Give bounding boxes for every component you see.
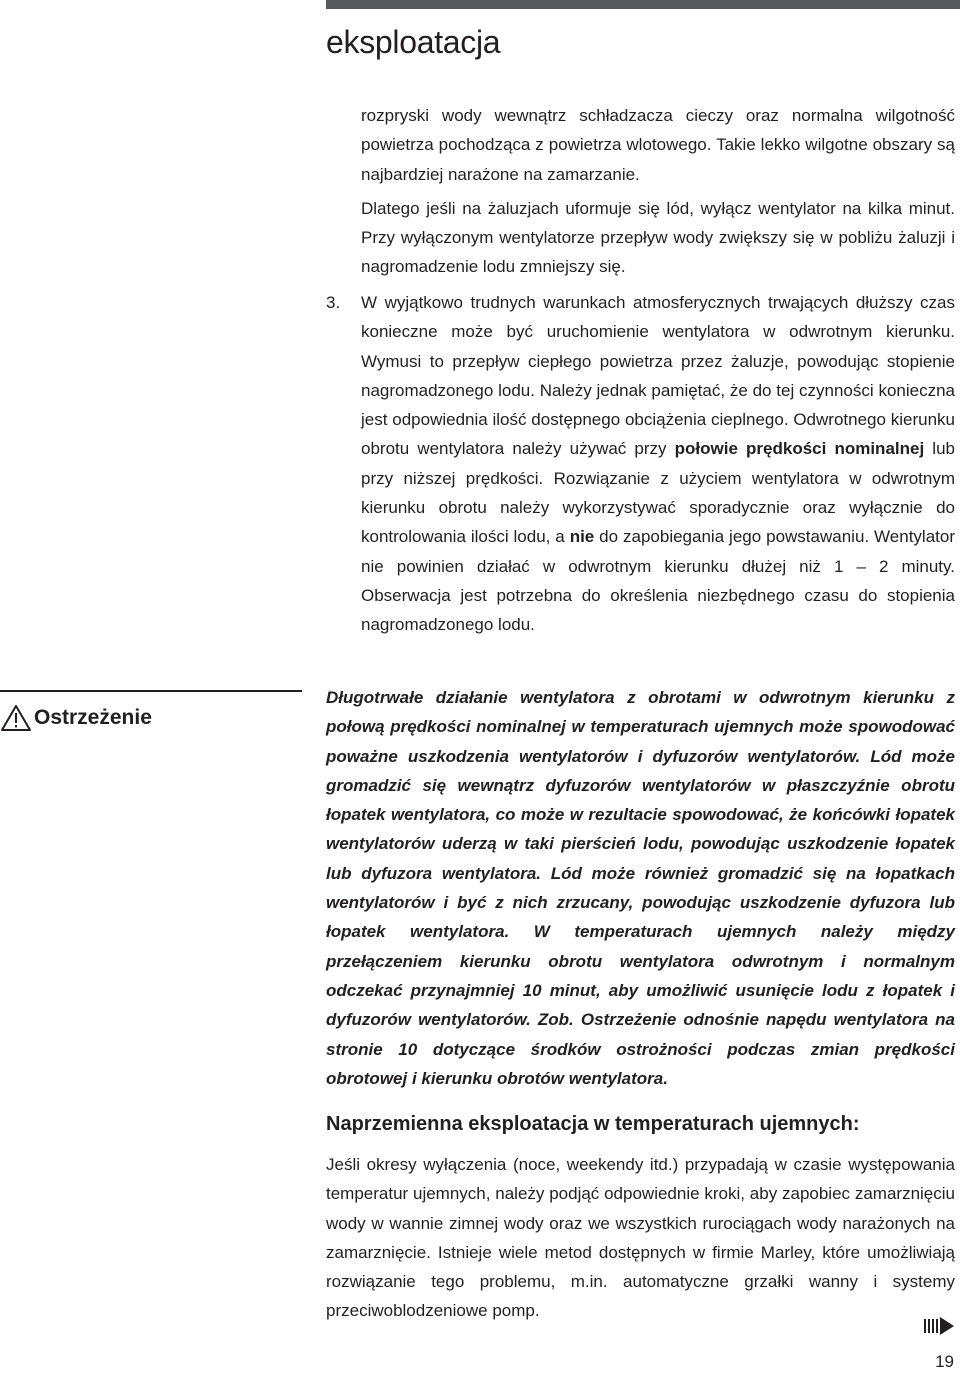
page-section-title: eksploatacja	[326, 24, 501, 60]
warning-heading	[0, 704, 152, 732]
section-text: Jeśli okresy wyłączenia (noce, weekendy itd.) przypadają w czasie występowania temperatur ujemnych, należy podjąć odpowiednie kroki, aby zapobiec zamarznięciu wody w wannie zimnej wody oraz we wszystkich rurociągach wody narażonych na zamarznięcie. Istnieje wiele metod dostępnych w firmie Marley, które umożliwiają rozwiązanie tego problemu, m.in. automatyczne grzałki wanny i systemy przeciwoblodzeniowe pomp.	[326, 1155, 955, 1321]
warning-label: Ostrzeżenie	[34, 706, 152, 729]
continue-arrow-icon	[922, 1316, 956, 1336]
warning-triangle-icon	[0, 704, 32, 732]
item-text-part: lub przy niższej prędkości. Rozwiązanie z użyciem wentylatora w odwrotnym kierunku obrotu należy wykorzystywać sporadycznie oraz wyłącznie do kontrolowania ilości lodu, a	[361, 439, 955, 547]
item-number: 3.	[326, 293, 341, 312]
bold-phrase: połowie prędkości nominalnej	[674, 439, 925, 459]
bold-word: nie	[569, 527, 595, 547]
paragraph: rozpryski wody wewnątrz schładzacza cieczy oraz normalna wilgotność powietrza pochodząca z powietrza wlotowego. Takie lekko wilgotne obszary są najbardziej narażone na zamarzanie.	[361, 106, 955, 184]
paragraph: Dlatego jeśli na żaluzjach uformuje się lód, wyłącz wentylator na kilka minut. Przy wyłączonym wentylatorze przepływ wody zwiększy się w pobliżu żaluzji i nagromadzenie lodu zmniejszy się.	[361, 198, 955, 277]
section-heading: Naprzemienna eksploatacja w temperaturach ujemnych:	[326, 1113, 860, 1135]
item-text	[361, 288, 955, 640]
item-text-part: do zapobiegania jego powstawaniu. Wentylator nie powinien działać w odwrotnym kierunku dłużej niż 1 – 2 minuty. Obserwacja jest potrzebna do określenia niezbędnego czasu do stopienia nagromadzonego lodu.	[361, 527, 955, 635]
header-bar	[326, 0, 960, 9]
warning-text: Długotrwałe działanie wentylatora z obrotami w odwrotnym kierunku z połową prędkości nominalnej w temperaturach ujemnych może spowodować poważne uszkodzenia wentylatorów i dyfuzorów wentylatorów. Lód może gromadzić się wewnątrz dyfuzorów wentylatorów w płaszczyźnie obrotu łopatek wentylatora, co może w rezultacie spowodować, że końcówki łopatek wentylatorów uderzą w taki pierścień lodu, powodując uszkodzenie łopatek lub dyfuzora wentylatora. Lód może również gromadzić się na łopatkach wentylatorów i być z nich zrzucany, powodując uszkodzenie dyfuzora lub łopatek wentylatora. W temperaturach ujemnych należy między przełączeniem kierunku obrotu wentylatora odwrotnym i normalnym odczekać przynajmniej 10 minut, aby umożliwić usunięcie lodu z łopatek i dyfuzorów wentylatorów. Zob. Ostrzeżenie odnośnie napędu wentylatora na stronie 10 dotyczące środków ostrożności podczas zmian prędkości obrotowej i kierunku obrotów wentylatora.	[326, 688, 955, 1088]
continuation-text	[361, 101, 955, 287]
item-text-part: W wyjątkowo trudnych warunkach atmosferycznych trwających dłuższy czas konieczne może być uruchomienie wentylatora w odwrotnym kierunku. Wymusi to przepływ ciepłego powietrza przez żaluzje, powodując stopienie nagromadzonego lodu. Należy jednak pamiętać, że do tej czynności konieczna jest odpowiednia ilość dostępnego obciążenia cieplnego. Odwrotnego kierunku obrotu wentylatora należy używać przy	[361, 293, 955, 459]
warning-rule	[0, 690, 302, 692]
page-number: 19	[935, 1352, 954, 1371]
